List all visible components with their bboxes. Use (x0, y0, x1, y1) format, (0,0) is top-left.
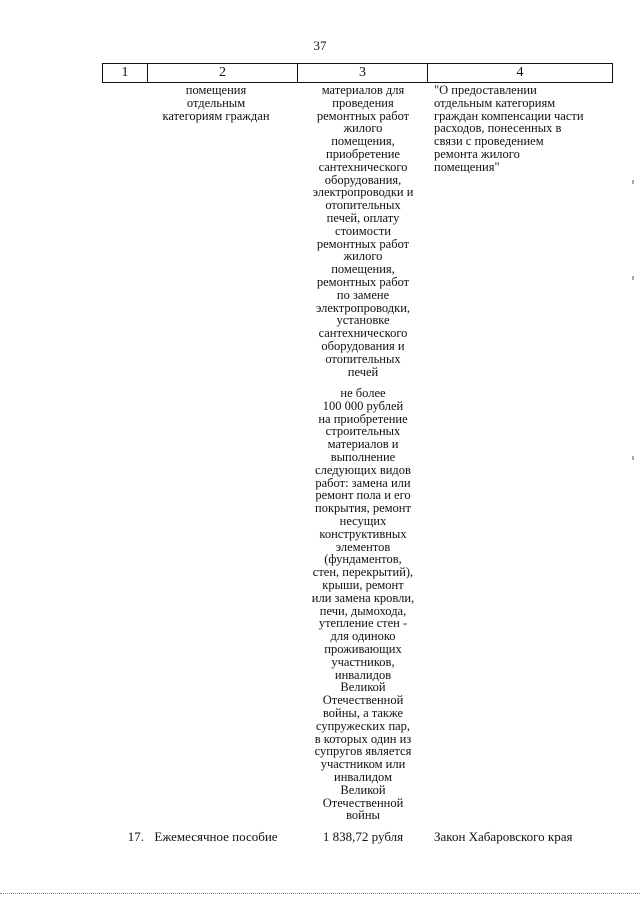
row-17-law: Закон Хабаровского края (434, 829, 573, 844)
scan-bottom-edge (0, 893, 640, 894)
row-17-number: 17. (127, 829, 144, 844)
row-17-benefit-name: Ежемесячное пособие (154, 829, 278, 844)
continued-law-title: "О предоставлении отдельным категориям граждан компенсации части расходов, понесенных в связи с проведением ремонта жилого помещения" (434, 83, 584, 174)
header-col-3: 3 (298, 64, 428, 83)
row-17-amount: 1 838,72 рубля (322, 829, 404, 844)
continued-amount-part2: не более 100 000 рублей на приобретение строительных материалов и выполнение следующих видов работ: замена или ремонт пола и его покрытия, ремонт несущих конструктивных элементов (фундаментов, стен, перекрытий), крыши, ремонт или замена кровли, печи, дымохода, утепление стен - для одиноко проживающих участников, инвалидов Великой Отечественной войны, а также супружеских пар, в которых один из супругов является участником или инвалидом Великой Отечественной войны (311, 386, 415, 823)
continued-amount-part1: материалов для проведения ремонтных работ жилого помещения, приобретение сантехнического оборудования, электропроводки и отопительных печей, оплату стоимости ремонтных работ жилого помещения, ремонтных работ по замене электропроводки, установке сантехнического оборудования и отопительных печей (312, 83, 414, 379)
header-col-2: 2 (148, 64, 298, 83)
continued-benefit-name: помещения отдельным категориям граждан (162, 83, 270, 123)
header-col-4: 4 (428, 64, 613, 83)
header-col-1: 1 (103, 64, 148, 83)
table-header (102, 63, 613, 83)
page-number: 37 (313, 38, 327, 53)
scan-edge-marks (631, 180, 634, 460)
